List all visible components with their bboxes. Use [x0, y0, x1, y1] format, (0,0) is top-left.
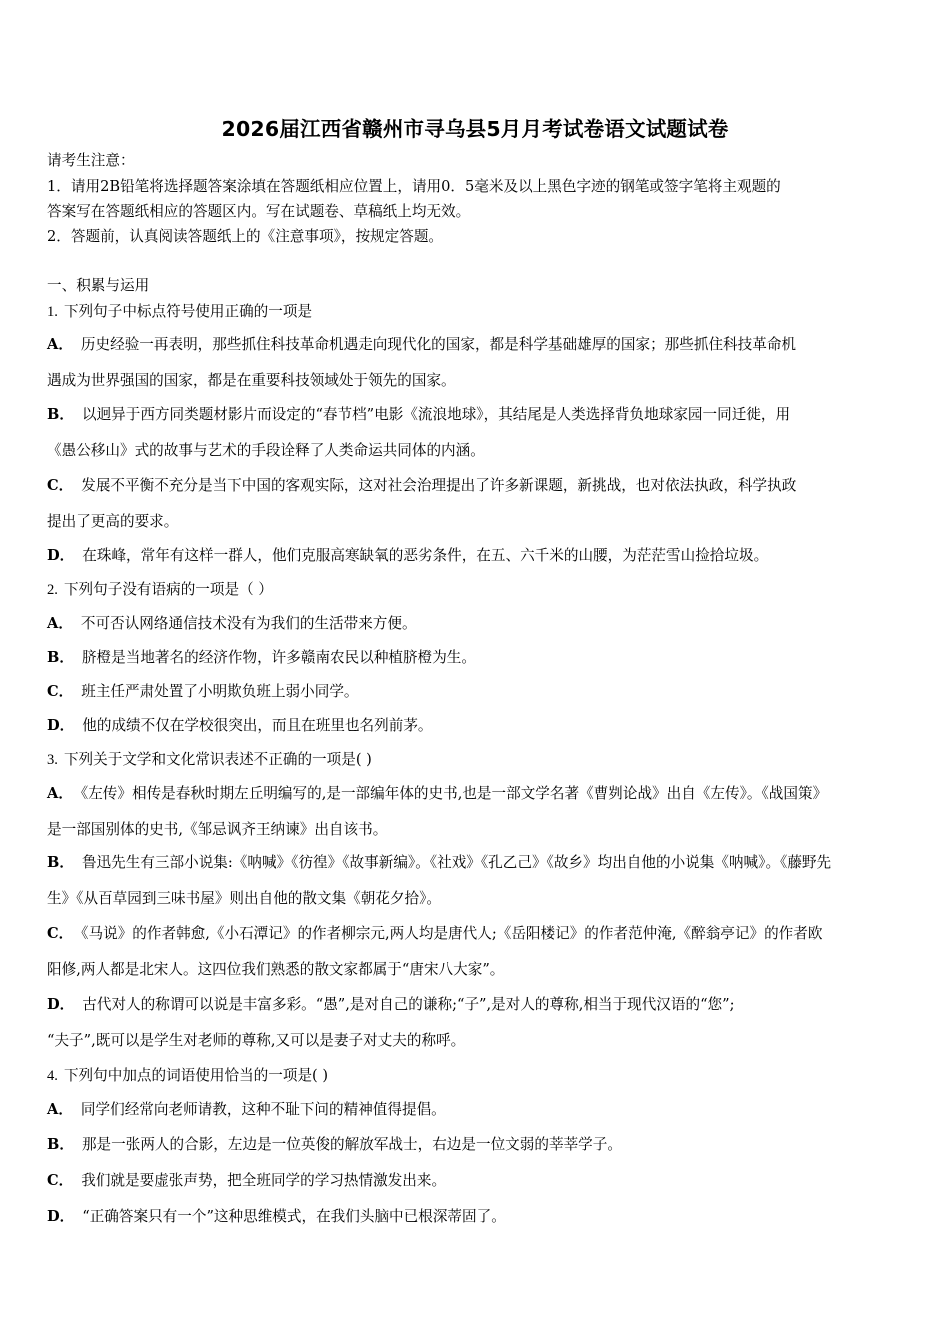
option-line-cont: 是一部国别体的史书,《邹忌讽齐王纳谏》出自该书。	[47, 821, 388, 838]
option-line-cont: 生》《从百草园到三味书屋》则出自他的散文集《朝花夕拾》。	[47, 890, 442, 907]
option-letter: A．	[47, 615, 73, 632]
question-number: 3.	[47, 752, 58, 768]
question-number: 1.	[47, 304, 58, 320]
option-line	[47, 784, 917, 804]
option-line	[47, 1171, 917, 1191]
option-line-cont: 提出了更高的要求。	[47, 513, 179, 530]
question-text: 下列关于文学和文化常识表述不正确的一项是( )	[63, 751, 372, 768]
option-letter: C．	[47, 683, 74, 700]
option-letter: B．	[47, 1136, 74, 1153]
section-heading: 一、积累与运用	[47, 277, 150, 294]
option-text: 不可否认网络通信技术没有为我们的生活带来方便。	[80, 615, 417, 632]
option-text: 历史经验一再表明，那些抓住科技革命机遇走向现代化的国家，都是科学基础雄厚的国家；那些抓住科技革命机	[80, 336, 797, 353]
option-letter: C．	[47, 925, 74, 942]
option-letter: B．	[47, 854, 74, 871]
question-stem	[47, 1066, 917, 1086]
page-title: 2026届江西省赣州市寻乌县5月月考试卷语文试题试卷	[221, 117, 729, 141]
option-text: 以迥异于西方同类题材影片而设定的“春节档”电影《流浪地球》，其结尾是人类选择背负地球家园一同迁徙，用	[81, 406, 791, 423]
option-line	[47, 476, 917, 496]
question-number: 4.	[47, 1068, 58, 1084]
question-stem	[47, 750, 917, 770]
notice-item: 1．请用2B铅笔将选择题答案涂填在答题纸相应位置上，请用0．5毫米及以上黑色字迹的钢笔或签字笔将主观题的	[47, 178, 781, 195]
option-text: 在珠峰，常年有这样一群人，他们克服高寒缺氧的恶劣条件，在五、六千米的山腰，为茫茫雪山捡拾垃圾。	[82, 547, 769, 564]
option-line-cont: 《愚公移山》式的故事与艺术的手段诠释了人类命运共同体的内涵。	[47, 442, 485, 459]
option-text: 班主任严肃处置了小明欺负班上弱小同学。	[81, 683, 359, 700]
option-letter: B．	[47, 649, 74, 666]
option-letter: C．	[47, 477, 74, 494]
option-text: 发展不平衡不充分是当下中国的客观实际，这对社会治理提出了许多新课题，新挑战，也对依法执政，科学执政	[81, 477, 797, 494]
option-line-cont: 阳修,两人都是北宋人。这四位我们熟悉的散文家都属于“唐宋八大家”。	[47, 961, 505, 978]
notice-item: 答案写在答题纸相应的答题区内。写在试题卷、草稿纸上均无效。	[47, 203, 471, 220]
option-text: 《左传》相传是春秋时期左丘明编写的,是一部编年体的史书,也是一部文学名著《曹刿论战》出自《左传》。《战国策》	[80, 785, 828, 802]
option-line	[47, 682, 917, 702]
option-line-cont: “夫子”,既可以是学生对老师的尊称,又可以是妻子对丈夫的称呼。	[47, 1032, 466, 1049]
option-letter: A．	[47, 1101, 73, 1118]
notice-heading: 请考生注意：	[47, 152, 135, 169]
option-text: 我们就是要虚张声势，把全班同学的学习热情激发出来。	[81, 1172, 447, 1189]
option-letter: C．	[47, 1172, 74, 1189]
option-text: 古代对人的称谓可以说是丰富多彩。“愚”,是对自己的谦称;“子”,是对人的尊称,相当于现代汉语的“您”;	[82, 996, 735, 1013]
option-letter: D．	[47, 996, 75, 1013]
option-line	[47, 1100, 917, 1120]
option-line	[47, 1135, 917, 1155]
option-line	[47, 648, 917, 668]
question-text: 下列句子中标点符号使用正确的一项是	[63, 303, 313, 320]
option-line	[47, 546, 917, 566]
option-letter: A．	[47, 336, 73, 353]
option-letter: B．	[47, 406, 74, 423]
option-letter: D．	[47, 547, 75, 564]
option-letter: D．	[47, 717, 75, 734]
option-line	[47, 335, 917, 355]
question-number: 2.	[47, 582, 58, 598]
option-line-cont: 遇成为世界强国的国家，都是在重要科技领域处于领先的国家。	[47, 372, 456, 389]
option-letter: A．	[47, 785, 73, 802]
question-stem	[47, 302, 917, 322]
option-line	[47, 924, 917, 944]
option-text: 《马说》的作者韩愈,《小石潭记》的作者柳宗元,两人均是唐代人;《岳阳楼记》的作者范仲淹,《醉翁亭记》的作者欧	[81, 925, 823, 942]
option-text: 他的成绩不仅在学校很突出，而且在班里也名列前茅。	[82, 717, 433, 734]
option-line	[47, 614, 917, 634]
option-text: 那是一张两人的合影，左边是一位英俊的解放军战士，右边是一位文弱的莘莘学子。	[81, 1136, 622, 1153]
question-text: 下列句中加点的词语使用恰当的一项是( )	[63, 1067, 329, 1084]
option-line	[47, 995, 917, 1015]
option-line	[47, 853, 917, 873]
option-letter: D．	[47, 1208, 75, 1225]
option-text: “正确答案只有一个”这种思维模式，在我们头脑中已根深蒂固了。	[82, 1208, 506, 1225]
question-text: 下列句子没有语病的一项是（ ）	[63, 581, 273, 598]
option-line	[47, 1207, 917, 1227]
option-text: 脐橙是当地著名的经济作物，许多赣南农民以种植脐橙为生。	[81, 649, 476, 666]
option-line	[47, 405, 917, 425]
option-text: 同学们经常向老师请教，这种不耻下问的精神值得提倡。	[80, 1101, 446, 1118]
option-line	[47, 716, 917, 736]
question-stem	[47, 580, 917, 600]
notice-item: 2．答题前，认真阅读答题纸上的《注意事项》，按规定答题。	[47, 228, 444, 245]
option-text: 鲁迅先生有三部小说集:《呐喊》《彷徨》《故事新编》。《社戏》《孔乙己》《故乡》均出自他的小说集《呐喊》。《藤野先	[81, 854, 832, 871]
